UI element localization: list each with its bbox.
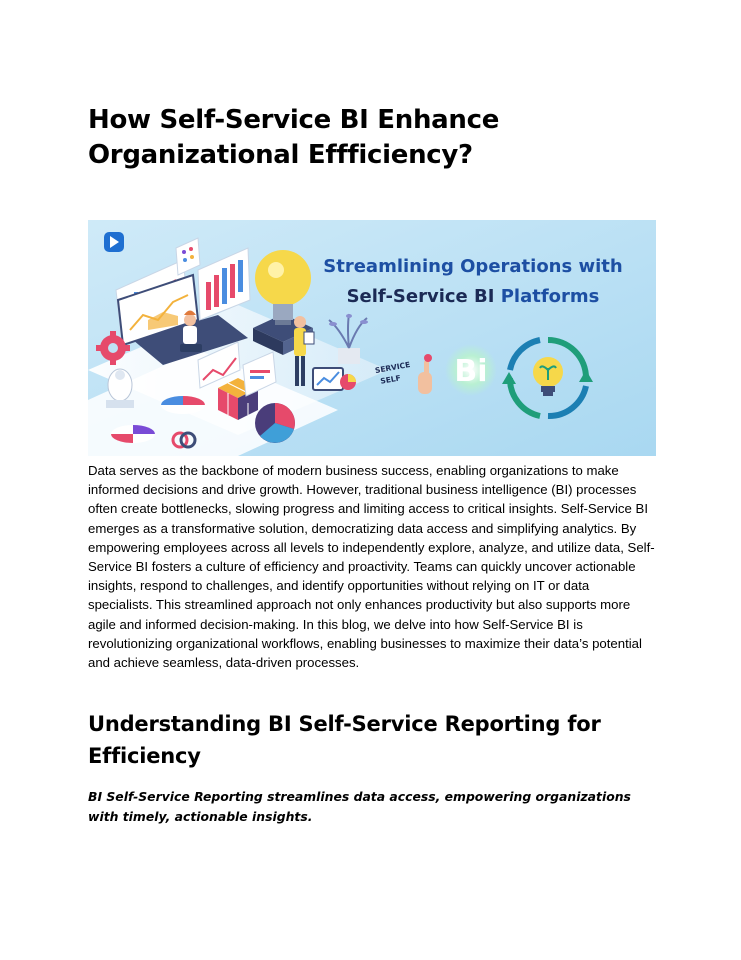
intro-paragraph: Data serves as the backbone of modern business success, enabling organizations to make informed decisions and drive growth. However, traditional business intelligence (BI) processes often create bottlenecks, slowing progress and limiting access to critical insights. Self-Service BI emerges as a transformative solution, democratizing data access and simplifying analytics. By empowering employees across all levels to independently explore, analyze, and utilize data, Self-Service BI fosters a culture of efficiency and proactivity. Teams can quickly uncover actionable insights, respond to challenges, and identify opportunities without relying on IT or data specialists. This streamlined approach not only enhances productivity but also supports more agile and informed decision-making. In this blog, we delve into how Self-Service BI is revolutionizing organizational workflows, enabling businesses to maximize their data’s potential and achieve seamless, data-driven processes. bbox=[88, 463, 655, 671]
robot-icon bbox=[106, 369, 134, 408]
banner-headline-accent: Platforms bbox=[500, 286, 600, 307]
section-lead: BI Self-Service Reporting streamlines data access, empowering organizations with timely, actionable insights. bbox=[88, 789, 631, 824]
article-title: How Self-Service BI Enhance Organizational Effficiency? bbox=[88, 105, 500, 170]
banner-headline-line1: Streamlining Operations with bbox=[323, 256, 623, 277]
donut-chart-icon bbox=[255, 403, 295, 443]
badge-self-text: SELF bbox=[379, 373, 402, 386]
play-logo-icon bbox=[104, 232, 124, 252]
banner-headline-line2 bbox=[347, 286, 600, 307]
badge-service-text: SERVICE bbox=[374, 360, 411, 376]
bi-text: Bi bbox=[454, 354, 488, 389]
section-heading: Understanding BI Self-Service Reporting for Efficiency bbox=[88, 712, 601, 768]
banner-headline-dark: Self-Service BI bbox=[346, 286, 495, 307]
bi-glow-icon bbox=[445, 344, 497, 396]
banner-image bbox=[88, 220, 656, 456]
